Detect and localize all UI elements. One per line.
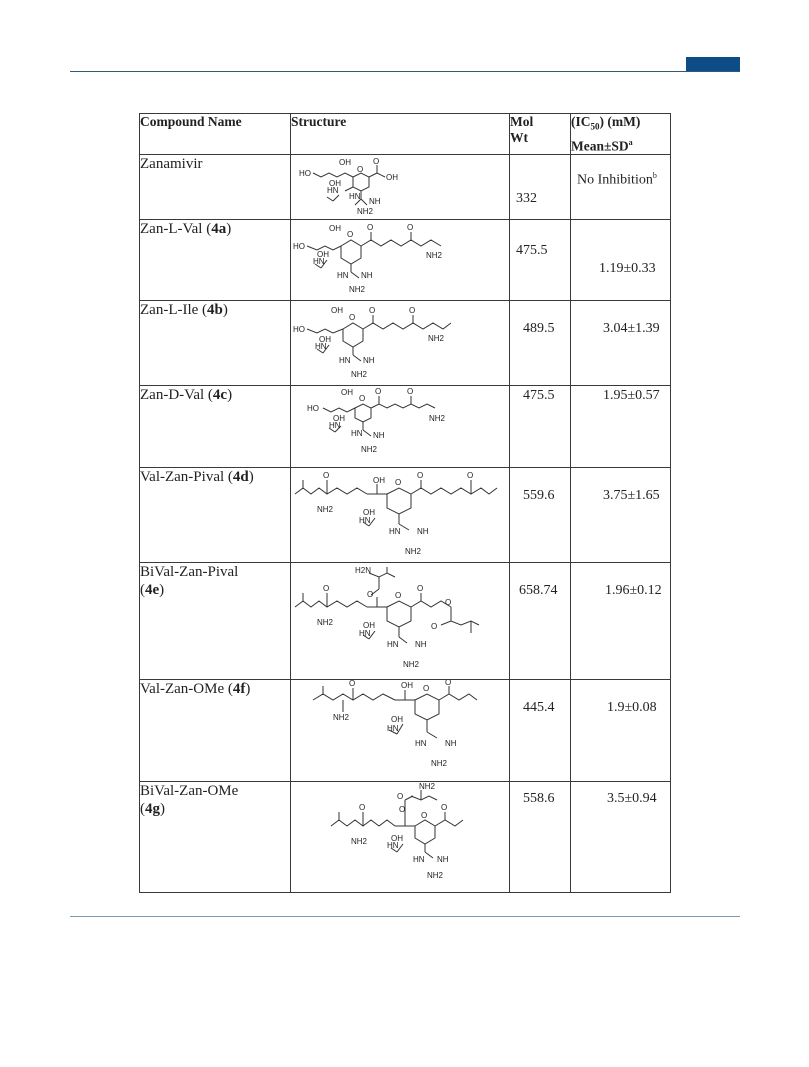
mol-wt-value: 489.5 bbox=[523, 321, 555, 337]
ic50-value: 1.19±0.33 bbox=[599, 261, 656, 277]
atom-label: OH bbox=[373, 476, 385, 486]
compound-name: Val-Zan-OMe ( bbox=[140, 681, 233, 698]
structure-4a-image bbox=[291, 220, 510, 300]
atom-label: HN bbox=[359, 516, 371, 526]
atom-label: O bbox=[347, 230, 354, 240]
compound-name: BiVal-Zan-Pival bbox=[140, 564, 239, 581]
atom-label: OH bbox=[329, 179, 341, 189]
ic50-value bbox=[577, 171, 657, 189]
atom-label: O bbox=[373, 157, 380, 167]
table-row bbox=[140, 782, 671, 893]
atom-label: NH2 bbox=[428, 334, 445, 344]
structure-4c-image bbox=[291, 386, 510, 467]
atom-label: OH bbox=[386, 173, 398, 183]
compound-code: 4c bbox=[212, 387, 228, 404]
atom-label: OH bbox=[401, 681, 413, 691]
compound-name-cell bbox=[140, 301, 291, 386]
structure-4e-image bbox=[291, 563, 510, 679]
mol-wt-value: 332 bbox=[516, 191, 537, 207]
compound-code: 4a bbox=[211, 221, 227, 238]
atom-label: O bbox=[407, 387, 414, 397]
atom-label: NH bbox=[415, 640, 427, 650]
atom-label: HN bbox=[387, 724, 399, 734]
compound-code: 4d bbox=[232, 469, 249, 486]
structure-4f-image bbox=[291, 680, 510, 781]
compound-name-end: ) bbox=[226, 221, 232, 238]
atom-label: NH bbox=[361, 271, 373, 281]
ic50-cell bbox=[571, 220, 671, 301]
atom-label: NH bbox=[373, 431, 385, 441]
table-row bbox=[140, 680, 671, 782]
structure-cell bbox=[291, 563, 510, 680]
compound-name-cell bbox=[140, 155, 291, 220]
atom-label: OH bbox=[329, 224, 341, 234]
atom-label: HO bbox=[299, 169, 311, 179]
compound-name-cell bbox=[140, 386, 291, 468]
atom-label: O bbox=[349, 680, 356, 689]
header-ic50-part1: (IC bbox=[571, 114, 591, 129]
atom-label: HN bbox=[327, 186, 339, 196]
mol-wt-cell bbox=[510, 782, 571, 893]
compound-code: 4g bbox=[145, 801, 160, 818]
table-row bbox=[140, 220, 671, 301]
mol-wt-cell bbox=[510, 301, 571, 386]
atom-label: OH bbox=[339, 158, 351, 168]
atom-label: OH bbox=[319, 335, 331, 345]
structure-4g-image bbox=[291, 782, 510, 892]
atom-label: NH2 bbox=[333, 713, 350, 723]
ic50-cell bbox=[571, 301, 671, 386]
atom-label: O bbox=[417, 471, 424, 481]
atom-label: HN bbox=[387, 640, 399, 650]
atom-label: O bbox=[323, 584, 330, 594]
atom-label: NH2 bbox=[429, 414, 446, 424]
atom-label: HN bbox=[337, 271, 349, 281]
ic50-value: 3.04±1.39 bbox=[603, 321, 660, 337]
atom-label: NH2 bbox=[419, 782, 436, 792]
structure-4d-image bbox=[291, 468, 510, 562]
atom-label: HN bbox=[359, 629, 371, 639]
compound-code: 4f bbox=[232, 681, 246, 698]
atom-label: O bbox=[359, 803, 366, 813]
compound-name: Zanamivir bbox=[140, 156, 203, 173]
ic50-text: No Inhibition bbox=[577, 172, 653, 188]
header-color-tab bbox=[686, 57, 740, 71]
mol-wt-cell bbox=[510, 680, 571, 782]
atom-label: O bbox=[369, 306, 376, 316]
ic50-cell bbox=[571, 468, 671, 563]
mol-wt-value: 558.6 bbox=[523, 791, 555, 807]
atom-label: NH2 bbox=[426, 251, 443, 261]
mol-wt-cell bbox=[510, 563, 571, 680]
atom-label: OH bbox=[363, 621, 375, 631]
compound-name-open: ( bbox=[140, 582, 145, 599]
ic50-cell bbox=[571, 386, 671, 468]
mol-wt-cell bbox=[510, 468, 571, 563]
ic50-value: 3.75±1.65 bbox=[603, 488, 660, 504]
header-ic50 bbox=[571, 114, 671, 155]
mol-wt-value: 658.74 bbox=[519, 583, 558, 599]
structure-cell bbox=[291, 386, 510, 468]
atom-label: O bbox=[395, 591, 402, 601]
compound-name-end: ) bbox=[222, 302, 228, 319]
structure-cell bbox=[291, 680, 510, 782]
atom-label: O bbox=[397, 792, 404, 802]
atom-label: HO bbox=[307, 404, 319, 414]
atom-label: HN bbox=[387, 841, 399, 851]
atom-label: OH bbox=[391, 715, 403, 725]
structure-4b-image bbox=[291, 301, 510, 385]
atom-label: O bbox=[359, 394, 366, 404]
atom-label: O bbox=[445, 598, 452, 608]
atom-label: O bbox=[323, 471, 330, 481]
compound-table bbox=[139, 113, 671, 893]
compound-name-end: ) bbox=[160, 801, 165, 818]
ic50-value: 1.95±0.57 bbox=[603, 388, 660, 404]
ic50-cell bbox=[571, 155, 671, 220]
atom-label: NH2 bbox=[403, 660, 420, 670]
compound-name-open: ( bbox=[140, 801, 145, 818]
ic50-footnote: b bbox=[652, 171, 657, 181]
header-mol-wt-line1: Mol bbox=[510, 114, 534, 129]
atom-label: HN bbox=[415, 739, 427, 749]
atom-label: O bbox=[367, 590, 374, 600]
mol-wt-cell bbox=[510, 386, 571, 468]
atom-label: HN bbox=[315, 342, 327, 352]
compound-name-cell bbox=[140, 563, 291, 680]
atom-label: NH bbox=[417, 527, 429, 537]
atom-label: O bbox=[431, 622, 438, 632]
compound-name: Val-Zan-Pival ( bbox=[140, 469, 233, 486]
atom-label: NH bbox=[437, 855, 449, 865]
structure-cell bbox=[291, 220, 510, 301]
table-row bbox=[140, 301, 671, 386]
compound-name: Zan-D-Val ( bbox=[140, 387, 213, 404]
header-ic50-footnote: a bbox=[628, 137, 633, 147]
atom-label: HN bbox=[349, 192, 361, 202]
mol-wt-value: 559.6 bbox=[523, 488, 555, 504]
atom-label: HN bbox=[413, 855, 425, 865]
compound-name-end: ) bbox=[227, 387, 233, 404]
atom-label: OH bbox=[391, 834, 403, 844]
atom-label: HN bbox=[313, 257, 325, 267]
mol-wt-value: 475.5 bbox=[523, 388, 555, 404]
compound-code: 4e bbox=[145, 582, 160, 599]
atom-label: O bbox=[375, 387, 382, 397]
atom-label: NH bbox=[445, 739, 457, 749]
compound-name-end: ) bbox=[245, 681, 251, 698]
atom-label: O bbox=[357, 165, 364, 175]
ic50-cell bbox=[571, 563, 671, 680]
atom-label: O bbox=[395, 478, 402, 488]
atom-label: NH bbox=[363, 356, 375, 366]
table-row bbox=[140, 155, 671, 220]
atom-label: HN bbox=[339, 356, 351, 366]
header-mol-wt bbox=[510, 114, 571, 155]
atom-label: NH2 bbox=[349, 285, 366, 295]
atom-label: OH bbox=[317, 250, 329, 260]
atom-label: NH2 bbox=[351, 370, 368, 380]
header-ic50-line2: Mean±SD bbox=[571, 138, 629, 154]
ic50-cell bbox=[571, 680, 671, 782]
atom-label: NH2 bbox=[361, 445, 378, 455]
compound-name-cell bbox=[140, 680, 291, 782]
atom-label: HN bbox=[329, 421, 341, 431]
structure-cell bbox=[291, 782, 510, 893]
compound-name: Zan-L-Val ( bbox=[140, 221, 212, 238]
compound-name-end: ) bbox=[248, 469, 254, 486]
ic50-value: 3.5±0.94 bbox=[607, 791, 657, 807]
mol-wt-value: 445.4 bbox=[523, 700, 555, 716]
atom-label: O bbox=[417, 584, 424, 594]
ic50-value: 1.9±0.08 bbox=[607, 700, 657, 716]
atom-label: OH bbox=[341, 388, 353, 398]
atom-label: HO bbox=[293, 325, 305, 335]
atom-label: HN bbox=[351, 429, 363, 439]
atom-label: NH2 bbox=[317, 505, 334, 515]
atom-label: NH2 bbox=[357, 207, 374, 217]
compound-name-cell bbox=[140, 220, 291, 301]
atom-label: NH2 bbox=[317, 618, 334, 628]
atom-label: O bbox=[421, 811, 428, 821]
atom-label: HN bbox=[389, 527, 401, 537]
atom-label: O bbox=[409, 306, 416, 316]
atom-label: NH2 bbox=[351, 837, 368, 847]
compound-name-end: ) bbox=[159, 582, 165, 599]
compound-name: Zan-L-Ile ( bbox=[140, 302, 208, 319]
atom-label: O bbox=[367, 223, 374, 233]
atom-label: NH2 bbox=[431, 759, 448, 769]
atom-label: O bbox=[423, 684, 430, 694]
atom-label: O bbox=[407, 223, 414, 233]
mol-wt-cell bbox=[510, 155, 571, 220]
ic50-value: 1.96±0.12 bbox=[605, 583, 662, 599]
atom-label: NH2 bbox=[427, 871, 444, 881]
mol-wt-cell bbox=[510, 220, 571, 301]
structure-cell bbox=[291, 301, 510, 386]
header-mol-wt-line2: Wt bbox=[510, 130, 528, 145]
table-header-row bbox=[140, 114, 671, 155]
footer-rule bbox=[70, 916, 740, 917]
compound-name-cell bbox=[140, 468, 291, 563]
table-row bbox=[140, 468, 671, 563]
atom-label: H2N bbox=[355, 566, 372, 576]
header-rule bbox=[70, 71, 740, 72]
table-row bbox=[140, 386, 671, 468]
compound-name: BiVal-Zan-OMe bbox=[140, 783, 239, 800]
atom-label: O bbox=[445, 680, 452, 688]
header-compound-name: Compound Name bbox=[140, 114, 291, 155]
atom-label: O bbox=[467, 471, 474, 481]
header-ic50-part2: ) (mM) bbox=[599, 114, 641, 129]
atom-label: HO bbox=[293, 242, 305, 252]
ic50-cell bbox=[571, 782, 671, 893]
atom-label: OH bbox=[333, 414, 345, 424]
header-ic50-subscript: 50 bbox=[590, 121, 600, 132]
compound-name-cell bbox=[140, 782, 291, 893]
header-structure: Structure bbox=[291, 114, 510, 155]
atom-label: OH bbox=[331, 306, 343, 316]
atom-label: NH bbox=[369, 197, 381, 207]
structure-cell bbox=[291, 155, 510, 220]
table-row bbox=[140, 563, 671, 680]
atom-label: NH2 bbox=[405, 547, 422, 557]
atom-label: O bbox=[399, 805, 406, 815]
atom-label: O bbox=[349, 313, 356, 323]
mol-wt-value: 475.5 bbox=[516, 243, 548, 259]
compound-code: 4b bbox=[207, 302, 223, 319]
atom-label: O bbox=[441, 803, 448, 813]
structure-zanamivir-image bbox=[291, 155, 510, 219]
atom-label: OH bbox=[363, 508, 375, 518]
structure-cell bbox=[291, 468, 510, 563]
